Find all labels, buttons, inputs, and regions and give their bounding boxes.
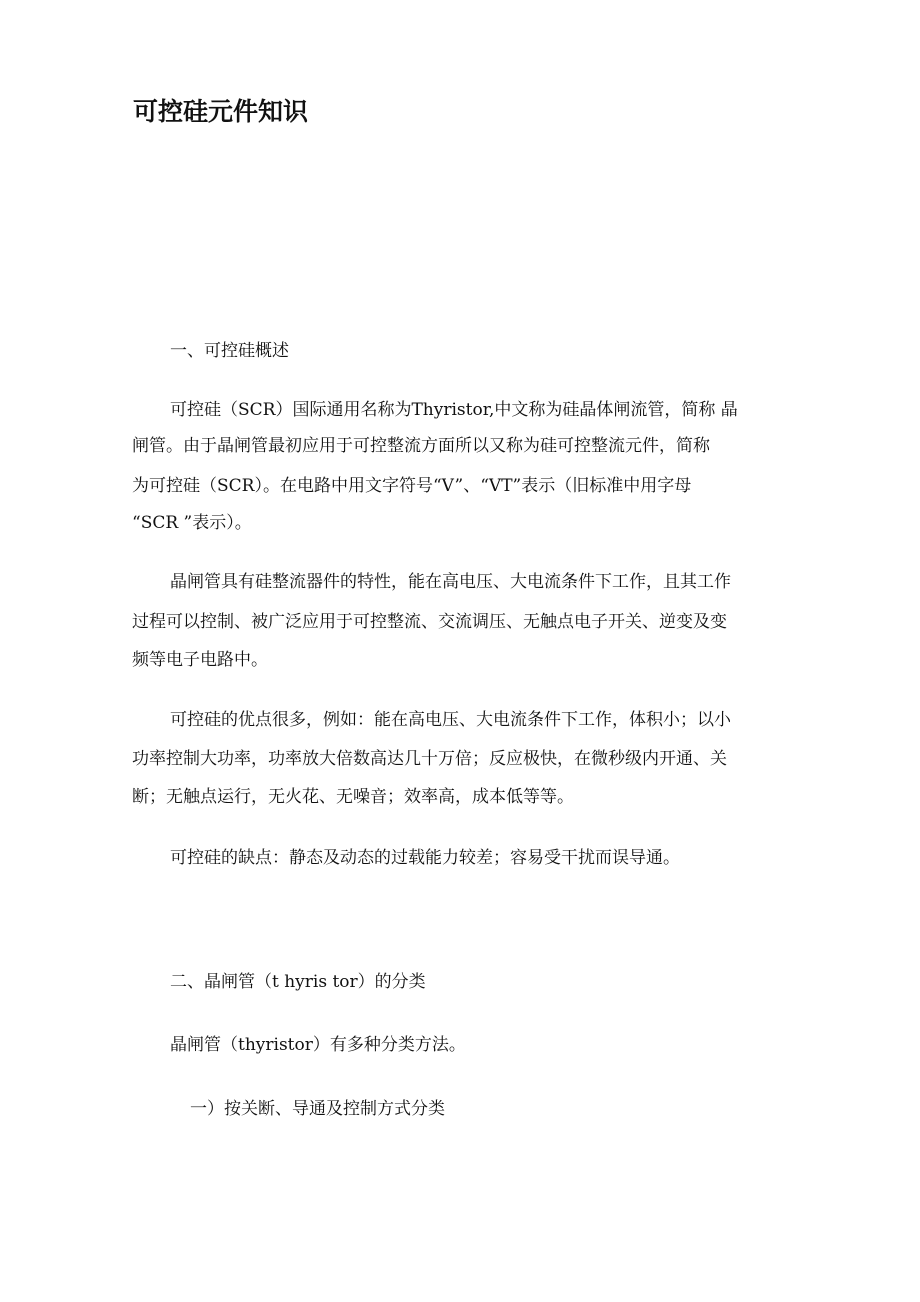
section2-intro: 晶闸管（thyristor）有多种分类方法。 <box>170 1035 466 1055</box>
section2-heading: 二、晶闸管（t hyris tor）的分类 <box>170 972 426 992</box>
paragraph-line: 可控硅的优点很多，例如：能在高电压、大电流条件下工作，体积小；以小 <box>170 710 731 730</box>
paragraph-line: 为可控硅（SCR）。在电路中用文字符号“V”、“VT”表示（旧标准中用字母 <box>132 476 692 496</box>
paragraph-line: 可控硅（SCR）国际通用名称为Thyristor,中文称为硅晶体闸流管，简称 晶 <box>170 400 738 420</box>
paragraph-line: “SCR ”表示）。 <box>132 513 252 533</box>
paragraph-line: 可控硅的缺点：静态及动态的过载能力较差；容易受干扰而误导通。 <box>170 848 680 868</box>
paragraph-line: 频等电子电路中。 <box>132 650 268 670</box>
paragraph-line: 功率控制大功率，功率放大倍数高达几十万倍；反应极快，在微秒级内开通、关 <box>132 749 727 769</box>
section2-subheading: 一）按关断、导通及控制方式分类 <box>190 1099 445 1119</box>
paragraph-line: 晶闸管具有硅整流器件的特性，能在高电压、大电流条件下工作，且其工作 <box>170 572 731 592</box>
document-title: 可控硅元件知识 <box>133 97 309 126</box>
paragraph-line: 闸管。由于晶闸管最初应用于可控整流方面所以又称为硅可控整流元件，简称 <box>132 436 710 456</box>
paragraph-line: 断；无触点运行，无火花、无噪音；效率高，成本低等等。 <box>132 787 574 807</box>
section1-heading: 一、可控硅概述 <box>170 341 289 361</box>
paragraph-line: 过程可以控制、被广泛应用于可控整流、交流调压、无触点电子开关、逆变及变 <box>132 612 727 632</box>
